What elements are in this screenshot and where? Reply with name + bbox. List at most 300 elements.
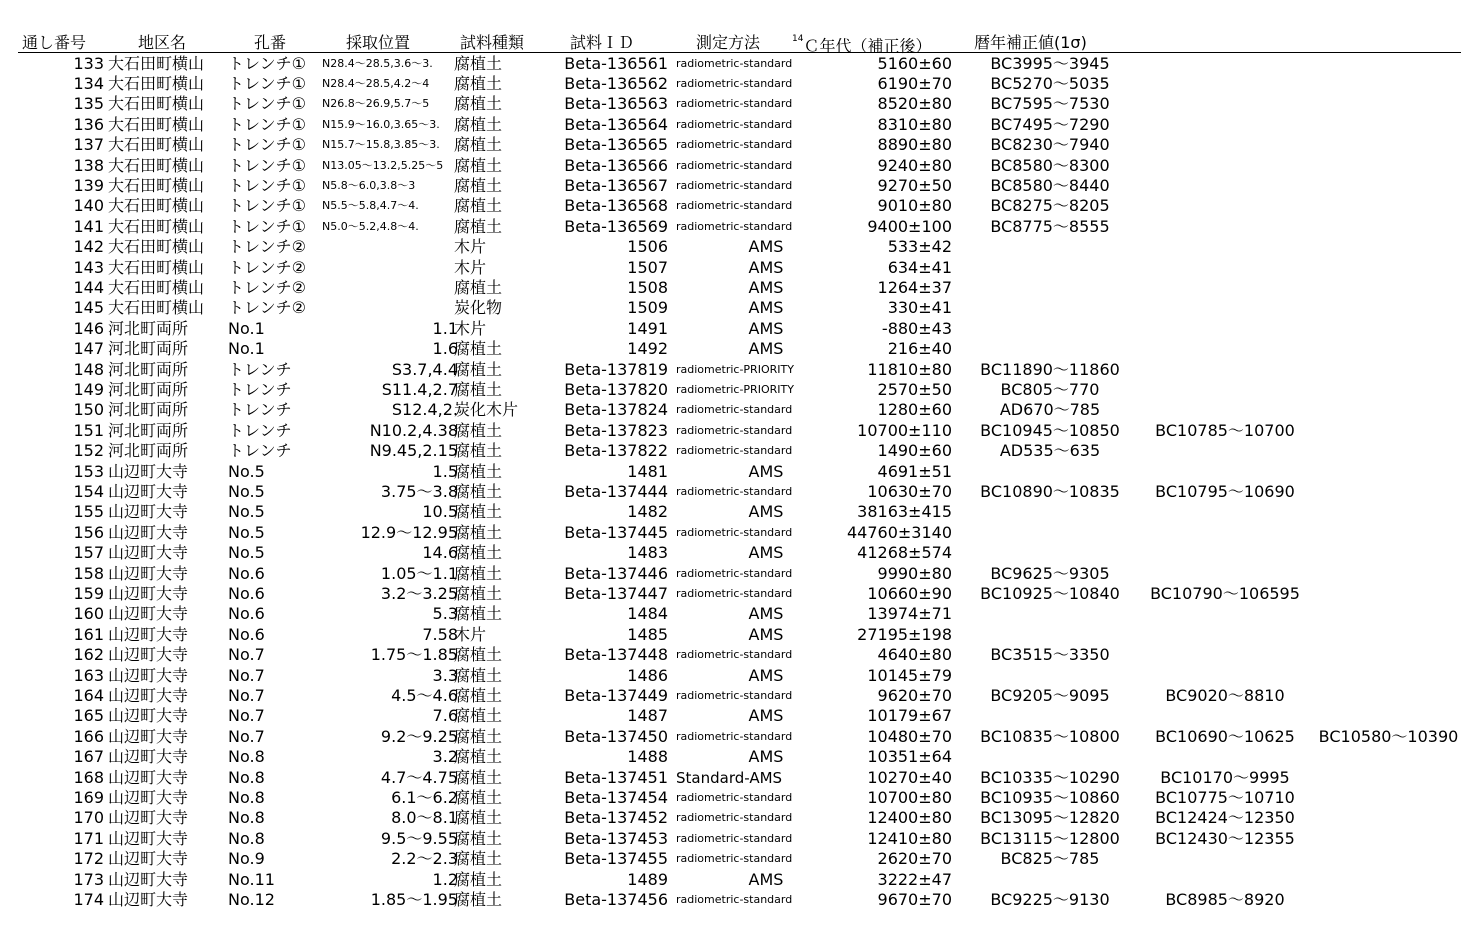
table-row — [0, 686, 1461, 706]
serial-cell: 154 — [73, 481, 104, 501]
hole-cell: トレンチ① — [228, 155, 306, 175]
age-cell: 11810±80 — [867, 359, 952, 379]
calibrated-1-cell — [970, 237, 1130, 257]
sample-id-cell: 1491 — [627, 318, 668, 338]
area-cell: 大石田町横山 — [108, 73, 205, 93]
calibrated-3-cell — [1316, 849, 1461, 869]
area-cell: 山辺町大寺 — [108, 747, 189, 767]
table-row — [0, 645, 1461, 665]
age-cell: 12410±80 — [867, 828, 952, 848]
calibrated-3-cell — [1316, 421, 1461, 441]
sample-type-cell: 腐植土 — [454, 645, 503, 665]
table-row — [0, 237, 1461, 257]
method-cell: AMS — [748, 706, 784, 726]
serial-cell: 162 — [73, 645, 104, 665]
table-row — [0, 870, 1461, 890]
area-cell: 山辺町大寺 — [108, 889, 189, 909]
method-cell: AMS — [748, 502, 784, 522]
serial-cell: 148 — [73, 359, 104, 379]
table-row — [0, 258, 1461, 278]
method-cell: AMS — [748, 869, 784, 889]
serial-cell: 145 — [73, 298, 104, 318]
calibrated-1-cell — [970, 462, 1130, 482]
method-cell: radiometric-standard — [676, 199, 793, 213]
sample-id-cell: 1485 — [627, 624, 668, 644]
calibrated-2-cell: BC12424～12350 — [1155, 808, 1295, 828]
age-cell: 9270±50 — [877, 175, 952, 195]
age-cell: 8310±80 — [877, 114, 952, 134]
hole-cell: No.5 — [228, 522, 265, 542]
position-cell: 9.5～9.55 — [380, 828, 458, 848]
calibrated-1-cell: BC10835～10800 — [980, 726, 1120, 746]
position-cell: S12.4,2. — [391, 400, 458, 420]
position-cell: 1.2 — [432, 869, 458, 889]
serial-cell: 141 — [73, 216, 104, 236]
age-cell: 10145±79 — [867, 665, 952, 685]
sample-type-cell: 腐植土 — [454, 73, 503, 93]
area-cell: 河北町両所 — [108, 420, 189, 440]
sample-id-cell: Beta-137447 — [564, 583, 668, 603]
sample-type-cell: 腐植土 — [454, 849, 503, 869]
calibrated-1-cell: BC13115～12800 — [980, 828, 1120, 848]
position-cell: 5.3 — [432, 604, 458, 624]
table-row — [0, 543, 1461, 563]
method-cell: radiometric-standard — [676, 403, 793, 417]
calibrated-1-cell: AD670～785 — [999, 400, 1101, 420]
calibrated-2-cell: BC10790～106595 — [1150, 583, 1300, 603]
sample-id-cell: Beta-137445 — [564, 522, 668, 542]
area-cell: 大石田町横山 — [108, 277, 205, 297]
position-cell: 8.0～8.1 — [391, 808, 458, 828]
method-cell: AMS — [748, 604, 784, 624]
calibrated-2-cell — [1140, 666, 1310, 686]
position-cell: 14.6 — [422, 543, 458, 563]
calibrated-1-cell: BC10935～10860 — [980, 787, 1120, 807]
calibrated-2-cell — [1140, 115, 1310, 135]
calibrated-1-cell — [970, 604, 1130, 624]
area-cell: 山辺町大寺 — [108, 808, 189, 828]
calibrated-3-cell — [1316, 176, 1461, 196]
hole-cell: トレンチ① — [228, 73, 306, 93]
position-cell: 4.7～4.75 — [380, 767, 458, 787]
calibrated-3-cell — [1316, 808, 1461, 828]
method-cell: radiometric-standard — [676, 484, 793, 498]
sample-id-cell: Beta-137456 — [564, 889, 668, 909]
sample-type-cell: 腐植土 — [454, 665, 503, 685]
age-cell: 10700±80 — [867, 787, 952, 807]
sample-type-cell: 腐植土 — [454, 869, 503, 889]
calibrated-3-cell — [1316, 543, 1461, 563]
position-cell: S11.4,2.7 — [381, 379, 458, 399]
calibrated-2-cell — [1140, 94, 1310, 114]
area-cell: 山辺町大寺 — [108, 543, 189, 563]
calibrated-3-cell — [1316, 747, 1461, 767]
hole-cell: トレンチ② — [228, 298, 306, 318]
calibrated-3-cell — [1316, 237, 1461, 257]
table-row — [0, 360, 1461, 380]
area-cell: 山辺町大寺 — [108, 665, 189, 685]
calibrated-2-cell — [1140, 156, 1310, 176]
position-cell — [300, 237, 458, 257]
sample-id-cell: 1506 — [627, 237, 668, 257]
table-row — [0, 115, 1461, 135]
sample-type-cell: 木片 — [454, 624, 487, 644]
calibrated-2-cell: BC10170～9995 — [1160, 767, 1290, 787]
header-position: 採取位置 — [346, 33, 411, 52]
position-cell: 1.75～1.85 — [370, 645, 458, 665]
hole-cell: No.8 — [228, 767, 265, 787]
calibrated-2-cell — [1140, 258, 1310, 278]
sample-type-cell: 腐植土 — [454, 53, 503, 73]
sample-id-cell: 1489 — [627, 869, 668, 889]
calibrated-2-cell — [1140, 360, 1310, 380]
calibrated-3-cell — [1316, 217, 1461, 237]
sample-id-cell: 1487 — [627, 706, 668, 726]
table-row — [0, 523, 1461, 543]
table-row — [0, 441, 1461, 461]
serial-cell: 158 — [73, 563, 104, 583]
method-cell: AMS — [748, 747, 784, 767]
serial-cell: 166 — [73, 726, 104, 746]
age-cell: 9400±100 — [867, 216, 952, 236]
hole-cell: No.7 — [228, 706, 265, 726]
serial-cell: 146 — [73, 318, 104, 338]
serial-cell: 167 — [73, 747, 104, 767]
hole-cell: トレンチ① — [228, 216, 306, 236]
table-row — [0, 135, 1461, 155]
table-row — [0, 788, 1461, 808]
serial-cell: 168 — [73, 767, 104, 787]
calibrated-1-cell — [970, 870, 1130, 890]
calibrated-3-cell: BC10580～10390 — [1318, 726, 1459, 746]
calibrated-1-cell: BC8580～8300 — [990, 155, 1110, 175]
calibrated-2-cell — [1140, 706, 1310, 726]
sample-type-cell: 炭化物 — [454, 298, 503, 318]
sample-id-cell: Beta-137451 — [564, 767, 668, 787]
method-cell: AMS — [748, 318, 784, 338]
area-cell: 山辺町大寺 — [108, 869, 189, 889]
area-cell: 山辺町大寺 — [108, 828, 189, 848]
calibrated-2-cell — [1140, 625, 1310, 645]
position-cell: 3.75～3.8 — [380, 481, 458, 501]
sample-type-cell: 腐植土 — [454, 114, 503, 134]
calibrated-3-cell — [1316, 564, 1461, 584]
table-row — [0, 94, 1461, 114]
calibrated-3-cell — [1316, 829, 1461, 849]
calibrated-1-cell: BC825～785 — [1000, 849, 1100, 869]
calibrated-1-cell — [970, 339, 1130, 359]
calibrated-3-cell — [1316, 645, 1461, 665]
hole-cell: No.8 — [228, 828, 265, 848]
calibrated-1-cell: BC9625～9305 — [990, 563, 1110, 583]
area-cell: 大石田町横山 — [108, 155, 205, 175]
hole-cell: No.1 — [228, 318, 265, 338]
calibrated-3-cell — [1316, 666, 1461, 686]
calibrated-3-cell — [1316, 788, 1461, 808]
sample-type-cell: 腐植土 — [454, 604, 503, 624]
method-cell: radiometric-standard — [676, 138, 793, 152]
sample-type-cell: 腐植土 — [454, 175, 503, 195]
sample-type-cell: 木片 — [454, 318, 487, 338]
table-row — [0, 849, 1461, 869]
calibrated-1-cell: BC13095～12820 — [980, 808, 1120, 828]
age-cell: 9010±80 — [877, 196, 952, 216]
serial-cell: 157 — [73, 543, 104, 563]
serial-cell: 144 — [73, 277, 104, 297]
calibrated-1-cell: BC10890～10835 — [980, 481, 1120, 501]
calibrated-1-cell: BC3515～3350 — [990, 645, 1110, 665]
age-cell: 1490±60 — [877, 441, 952, 461]
area-cell: 山辺町大寺 — [108, 563, 189, 583]
calibrated-3-cell — [1316, 115, 1461, 135]
age-cell: 10351±64 — [867, 747, 952, 767]
area-cell: 山辺町大寺 — [108, 849, 189, 869]
age-cell: 9670±70 — [877, 889, 952, 909]
calibrated-2-cell — [1140, 849, 1310, 869]
serial-cell: 140 — [73, 196, 104, 216]
hole-cell: トレンチ② — [228, 237, 306, 257]
hole-cell: トレンチ — [228, 400, 292, 420]
hole-cell: No.11 — [228, 869, 275, 889]
age-cell: 41268±574 — [857, 543, 952, 563]
calibrated-1-cell: BC8580～8440 — [990, 175, 1110, 195]
serial-cell: 164 — [73, 685, 104, 705]
calibrated-1-cell: AD535～635 — [999, 441, 1101, 461]
sample-type-cell: 炭化木片 — [454, 400, 519, 420]
method-cell: radiometric-standard — [676, 586, 793, 600]
calibrated-2-cell — [1140, 380, 1310, 400]
calibrated-3-cell — [1316, 156, 1461, 176]
sample-type-cell: 木片 — [454, 257, 487, 277]
header-method: 測定方法 — [696, 33, 761, 52]
serial-cell: 139 — [73, 175, 104, 195]
position-cell: 4.5～4.6 — [391, 685, 458, 705]
calibrated-3-cell — [1316, 74, 1461, 94]
position-cell: 6.1～6.2 — [391, 787, 458, 807]
sample-type-cell: 腐植土 — [454, 216, 503, 236]
table-row — [0, 625, 1461, 645]
serial-cell: 133 — [73, 53, 104, 73]
sample-id-cell: Beta-136567 — [564, 175, 668, 195]
sample-type-cell: 腐植土 — [454, 359, 503, 379]
calibrated-2-cell — [1140, 604, 1310, 624]
method-cell: radiometric-standard — [676, 852, 793, 866]
sample-id-cell: Beta-137446 — [564, 563, 668, 583]
calibrated-2-cell — [1140, 196, 1310, 216]
age-cell: 10700±110 — [857, 420, 952, 440]
table-row — [0, 196, 1461, 216]
calibrated-2-cell: BC10690～10625 — [1155, 726, 1295, 746]
table-row — [0, 400, 1461, 420]
area-cell: 山辺町大寺 — [108, 604, 189, 624]
calibrated-2-cell — [1140, 502, 1310, 522]
sample-id-cell: Beta-137455 — [564, 849, 668, 869]
calibrated-3-cell — [1316, 94, 1461, 114]
position-cell: 3.2 — [432, 747, 458, 767]
position-cell: N26.8～26.9,5.7～5 — [322, 97, 430, 111]
sample-id-cell: 1508 — [627, 277, 668, 297]
calibrated-2-cell — [1140, 176, 1310, 196]
calibrated-1-cell: BC3995～3945 — [990, 53, 1110, 73]
calibrated-2-cell: BC10795～10690 — [1155, 481, 1295, 501]
calibrated-2-cell: BC9020～8810 — [1165, 685, 1285, 705]
hole-cell: No.7 — [228, 685, 265, 705]
calibrated-2-cell — [1140, 441, 1310, 461]
sample-id-cell: 1486 — [627, 665, 668, 685]
calibrated-2-cell — [1140, 870, 1310, 890]
sample-type-cell: 腐植土 — [454, 379, 503, 399]
serial-cell: 147 — [73, 339, 104, 359]
area-cell: 河北町両所 — [108, 339, 189, 359]
hole-cell: トレンチ① — [228, 196, 306, 216]
age-cell: 27195±198 — [857, 624, 952, 644]
table-row — [0, 482, 1461, 502]
hole-cell: No.9 — [228, 849, 265, 869]
position-cell: 2.2～2.3 — [391, 849, 458, 869]
age-cell: 9620±70 — [877, 685, 952, 705]
serial-cell: 143 — [73, 257, 104, 277]
sample-type-cell: 腐植土 — [454, 420, 503, 440]
position-cell: N5.0～5.2,4.8～4. — [322, 219, 419, 233]
hole-cell: トレンチ② — [228, 257, 306, 277]
area-cell: 山辺町大寺 — [108, 645, 189, 665]
serial-cell: 173 — [73, 869, 104, 889]
age-cell: 10270±40 — [867, 767, 952, 787]
method-cell: AMS — [748, 624, 784, 644]
area-cell: 山辺町大寺 — [108, 706, 189, 726]
position-cell: N9.45,2.15 — [369, 441, 458, 461]
sample-id-cell: Beta-137444 — [564, 481, 668, 501]
header-hole: 孔番 — [254, 33, 287, 52]
calibrated-2-cell: BC12430～12355 — [1155, 828, 1295, 848]
age-cell: 216±40 — [887, 339, 952, 359]
serial-cell: 142 — [73, 237, 104, 257]
position-cell: 1.05～1.1 — [380, 563, 458, 583]
serial-cell: 156 — [73, 522, 104, 542]
area-cell: 河北町両所 — [108, 318, 189, 338]
area-cell: 河北町両所 — [108, 441, 189, 461]
calibrated-3-cell — [1316, 319, 1461, 339]
age-cell: 10480±70 — [867, 726, 952, 746]
position-cell: 1.6 — [432, 339, 458, 359]
position-cell: N28.4～28.5,4.2～4 — [322, 76, 430, 90]
sample-type-cell: 木片 — [454, 237, 487, 257]
hole-cell: No.6 — [228, 624, 265, 644]
method-cell: radiometric-standard — [676, 423, 793, 437]
calibrated-3-cell — [1316, 870, 1461, 890]
method-cell: AMS — [748, 543, 784, 563]
calibrated-1-cell — [970, 523, 1130, 543]
serial-cell: 152 — [73, 441, 104, 461]
hole-cell: No.5 — [228, 481, 265, 501]
age-cell: 533±42 — [887, 237, 952, 257]
hole-cell: トレンチ① — [228, 175, 306, 195]
table-row — [0, 217, 1461, 237]
area-cell: 大石田町横山 — [108, 135, 205, 155]
age-cell: 2570±50 — [877, 379, 952, 399]
sample-type-cell: 腐植土 — [454, 787, 503, 807]
area-cell: 大石田町横山 — [108, 257, 205, 277]
calibrated-1-cell — [970, 278, 1130, 298]
calibrated-1-cell: BC10925～10840 — [980, 583, 1120, 603]
sample-type-cell: 腐植土 — [454, 828, 503, 848]
area-cell: 山辺町大寺 — [108, 787, 189, 807]
age-cell: 10630±70 — [867, 481, 952, 501]
method-cell: radiometric-standard — [676, 56, 793, 70]
method-cell: radiometric-standard — [676, 648, 793, 662]
table-row — [0, 54, 1461, 74]
calibrated-1-cell: BC5270～5035 — [990, 73, 1110, 93]
table-row — [0, 768, 1461, 788]
table-row — [0, 890, 1461, 910]
area-cell: 山辺町大寺 — [108, 685, 189, 705]
calibrated-3-cell — [1316, 196, 1461, 216]
header-sample-id: 試料ＩＤ — [570, 33, 635, 52]
calibrated-3-cell — [1316, 890, 1461, 910]
age-cell: 5160±60 — [877, 53, 952, 73]
calibrated-3-cell — [1316, 584, 1461, 604]
calibrated-3-cell — [1316, 686, 1461, 706]
area-cell: 大石田町横山 — [108, 298, 205, 318]
method-cell: radiometric-standard — [676, 811, 793, 825]
method-cell: radiometric-standard — [676, 831, 793, 845]
area-cell: 大石田町横山 — [108, 53, 205, 73]
sample-id-cell: Beta-136565 — [564, 135, 668, 155]
hole-cell: No.5 — [228, 543, 265, 563]
calibrated-2-cell — [1140, 462, 1310, 482]
sample-type-cell: 腐植土 — [454, 767, 503, 787]
position-cell: 3.2～3.25 — [380, 583, 458, 603]
hole-cell: トレンチ① — [228, 114, 306, 134]
calibrated-2-cell — [1140, 74, 1310, 94]
hole-cell: トレンチ — [228, 420, 292, 440]
serial-cell: 165 — [73, 706, 104, 726]
calibrated-1-cell: BC10945～10850 — [980, 420, 1120, 440]
method-cell: radiometric-standard — [676, 219, 793, 233]
position-cell — [300, 298, 458, 318]
age-cell: 13974±71 — [867, 604, 952, 624]
hole-cell: No.7 — [228, 665, 265, 685]
serial-cell: 170 — [73, 808, 104, 828]
hole-cell: No.1 — [228, 339, 265, 359]
table-row — [0, 176, 1461, 196]
hole-cell: No.6 — [228, 583, 265, 603]
calibrated-1-cell — [970, 502, 1130, 522]
sample-id-cell: Beta-137822 — [564, 441, 668, 461]
position-cell: N5.5～5.8,4.7～4. — [322, 199, 419, 213]
position-cell: 1.85～1.95 — [370, 889, 458, 909]
sample-id-cell: Beta-137448 — [564, 645, 668, 665]
position-cell: 9.2～9.25 — [380, 726, 458, 746]
table-row — [0, 727, 1461, 747]
sample-id-cell: Beta-136566 — [564, 155, 668, 175]
method-cell: radiometric-PRIORITY — [676, 382, 794, 396]
table-row — [0, 747, 1461, 767]
age-cell: 1280±60 — [877, 400, 952, 420]
sample-id-cell: 1483 — [627, 543, 668, 563]
position-cell: N15.7～15.8,3.85～3. — [322, 138, 440, 152]
calibrated-2-cell — [1140, 645, 1310, 665]
sample-type-cell: 腐植土 — [454, 726, 503, 746]
serial-cell: 151 — [73, 420, 104, 440]
table-row — [0, 829, 1461, 849]
serial-cell: 161 — [73, 624, 104, 644]
sample-type-cell: 腐植土 — [454, 685, 503, 705]
hole-cell: トレンチ① — [228, 135, 306, 155]
serial-cell: 149 — [73, 379, 104, 399]
method-cell: radiometric-standard — [676, 97, 793, 111]
serial-cell: 135 — [73, 94, 104, 114]
